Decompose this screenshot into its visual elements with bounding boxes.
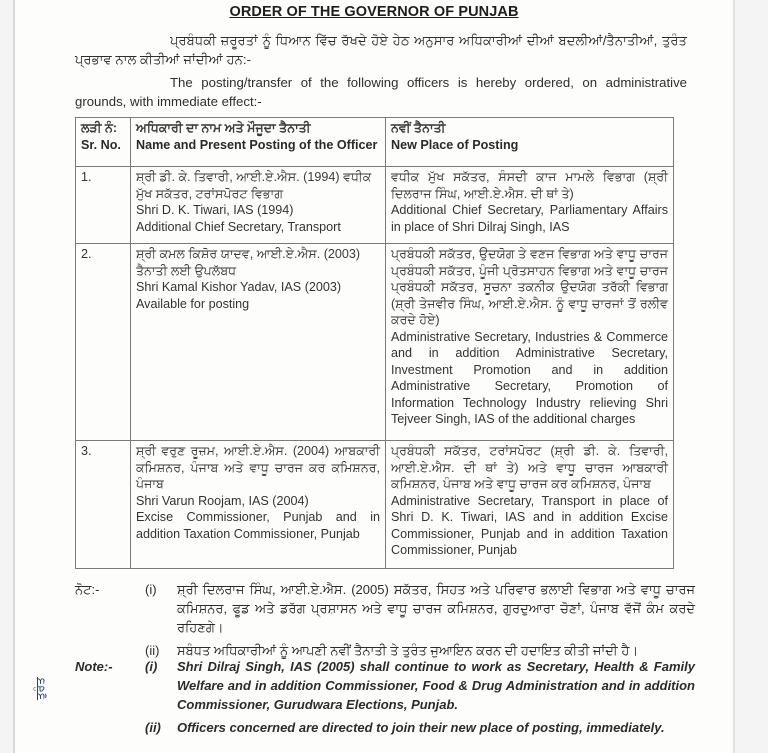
table-row bbox=[76, 244, 674, 441]
note-text: Officers concerned are directed to join their new place of posting, immediately. bbox=[177, 720, 665, 735]
new-posting-english: Additional Chief Secretary, Parliamentary Affairs in place of Shri Dilraj Singh, IAS bbox=[391, 203, 668, 234]
intro-english bbox=[75, 73, 687, 111]
cell-officer bbox=[131, 244, 386, 441]
note-item bbox=[145, 580, 695, 637]
officer-punjabi: ਸ਼੍ਰੀ ਵਰੁਣ ਰੂਜ਼ਮ, ਆਈ.ਏ.ਐਸ. (2004) ਆਬਕਾਰੀ ਕਮਿਸ਼ਨਰ, ਪੰਜਾਬ ਅਤੇ ਵਾਧੂ ਚਾਰਜ ਕਰ ਕਮਿਸ਼ਨਰ, ਪੰਜਾਬ bbox=[136, 444, 380, 491]
note-text: ਸਬੰਧਤ ਅਧਿਕਾਰੀਆਂ ਨੂੰ ਆਪਣੀ ਨਵੀਂ ਤੈਨਾਤੀ ਤੇ ਤੁਰੰਤ ਜੁਆਇਨ ਕਰਨ ਦੀ ਹਦਾਇਤ ਕੀਤੀ ਜਾਂਦੀ ਹੈ। bbox=[177, 643, 639, 658]
note-number: (ii) bbox=[145, 720, 161, 735]
note-number: (ii) bbox=[145, 643, 160, 658]
new-posting-punjabi: ਪ੍ਰਬੰਧਕੀ ਸਕੱਤਰ, ਉਦਯੋਗ ਤੇ ਵਣਜ ਵਿਭਾਗ ਅਤੇ ਵਾਧੂ ਚਾਰਜ ਪ੍ਰਬੰਧਕੀ ਸਕੱਤਰ, ਪੂੰਜੀ ਪ੍ਰੋਤਸਾਹਨ ਵਿਭਾਗ ਅਤੇ ਵਾਧੂ ਚਾਰਜ ਪ੍ਰਬੰਧਕੀ ਸਕੱਤਰ, ਸੂਚਨਾ ਤਕਨੀਕ ਉਦਯੋਗ ਤਰੱਕੀ ਵਿਭਾਗ (ਸ਼੍ਰੀ ਤੇਜਵੀਰ ਸਿੰਘ, ਆਈ.ਏ.ਐਸ. ਨੂੰ ਵਾਧੂ ਚਾਰਜਾਂ ਤੋਂ ਰਲੀਵ ਕਰਦੇ ਹੋਏ) bbox=[391, 247, 668, 327]
document-page bbox=[13, 0, 735, 753]
officer-name: Shri D. K. Tiwari, IAS (1994) bbox=[136, 203, 294, 217]
note-text: ਸ਼੍ਰੀ ਦਿਲਰਾਜ ਸਿੰਘ, ਆਈ.ਏ.ਐਸ. (2005) ਸਕੱਤਰ, ਸਿਹਤ ਅਤੇ ਪਰਿਵਾਰ ਭਲਾਈ ਵਿਭਾਗ ਅਤੇ ਵਾਧੂ ਚਾਰਜ ਕਮਿਸ਼ਨਰ, ਫੂਡ ਅਤੇ ਡਰੱਗ ਪ੍ਰਸ਼ਾਸਨ ਅਤੇ ਵਾਧੂ ਚਾਰਜ ਕਮਿਸ਼ਨਰ, ਗੁਰਦੁਆਰਾ ਚੋਣਾਂ, ਪੰਜਾਬ ਵੱਜੋਂ ਕੰਮ ਕਰਦੇ ਰਹਿਣਗੇ। bbox=[177, 582, 695, 635]
notes-english bbox=[75, 657, 695, 737]
cell-officer bbox=[131, 441, 386, 569]
note-number: (i) bbox=[145, 659, 158, 674]
header-new-posting bbox=[386, 118, 674, 167]
note-label-punjabi: ਨੋਟ:- bbox=[75, 582, 100, 597]
table-row bbox=[76, 167, 674, 244]
new-posting-punjabi: ਪ੍ਰਬੰਧਕੀ ਸਕੱਤਰ, ਟਰਾਂਸਪੋਰਟ (ਸ਼੍ਰੀ ਡੀ. ਕੇ. ਤਿਵਾਰੀ, ਆਈ.ਏ.ਐਸ. ਦੀ ਥਾਂ ਤੇ) ਅਤੇ ਵਾਧੂ ਚਾਰਜ ਆਬਕਾਰੀ ਕਮਿਸ਼ਨਰ, ਪੰਜਾਬ ਅਤੇ ਵਾਧੂ ਚਾਰਜ ਕਰ ਕਮਿਸ਼ਨਰ, ਪੰਜਾਬ bbox=[391, 444, 668, 491]
intro-english-text: The posting/transfer of the following officers is hereby ordered, on administrative grounds, with immediate effect:- bbox=[75, 75, 687, 109]
officer-punjabi: ਸ਼੍ਰੀ ਕਮਲ ਕਿਸ਼ੋਰ ਯਾਦਵ, ਆਈ.ਏ.ਐਸ. (2003) ਤੈਨਾਤੀ ਲਈ ਉਪਲੱਬਧ bbox=[136, 247, 361, 278]
new-posting-punjabi: ਵਧੀਕ ਮੁੱਖ ਸਕੱਤਰ, ਸੰਸਦੀ ਕਾਜ ਮਾਮਲੇ ਵਿਭਾਗ (ਸ਼੍ਰੀ ਦਿਲਰਾਜ ਸਿੰਘ, ਆਈ.ਏ.ਐਸ. ਦੀ ਥਾਂ ਤੇ) bbox=[391, 170, 668, 201]
table-header-row bbox=[76, 118, 674, 167]
cell-new-posting bbox=[386, 167, 674, 244]
officer-present-posting: Excise Commissioner, Punjab and in addition Taxation Commissioner, Punjab bbox=[136, 510, 380, 541]
note-number: (i) bbox=[145, 582, 157, 597]
header-sr-pa: ਲੜੀ ਨੰ: bbox=[81, 121, 118, 135]
cell-new-posting bbox=[386, 244, 674, 441]
new-posting-english: Administrative Secretary, Industries & Commerce and in addition Administrative Secretary, Investment Promotion and in addition Administrative Secretary, Promotion of Information Technology Industry relieving Shri Tejveer Singh, IAS of the additional charges bbox=[391, 329, 668, 426]
header-sr-no bbox=[76, 118, 131, 167]
document-title: ORDER OF THE GOVERNOR OF PUNJAB bbox=[229, 4, 519, 20]
header-new-pa: ਨਵੀਂ ਤੈਨਾਤੀ bbox=[391, 121, 446, 135]
header-sr-en: Sr. No. bbox=[81, 137, 121, 152]
header-name-en: Name and Present Posting of the Officer bbox=[136, 137, 378, 152]
officer-punjabi: ਸ਼੍ਰੀ ਡੀ. ਕੇ. ਤਿਵਾਰੀ, ਆਈ.ਏ.ਐਸ. (1994) ਵਧੀਕ ਮੁੱਖ ਸਕੱਤਰ, ਟਰਾਂਸਪੋਰਟ ਵਿਭਾਗ bbox=[136, 170, 372, 201]
intro-punjabi-text: ਪ੍ਰਬੰਧਕੀ ਜ਼ਰੂਰਤਾਂ ਨੂੰ ਧਿਆਨ ਵਿੱਚ ਰੱਖਦੇ ਹੋਏ ਹੇਠ ਅਨੁਸਾਰ ਅਧਿਕਾਰੀਆਂ ਦੀਆਂ ਬਦਲੀਆਂ/ਤੈਨਾਤੀਆਂ, ਤੁਰੰਤ ਪ੍ਰਭਾਵ ਨਾਲ ਕੀਤੀਆਂ ਜਾਂਦੀਆਂ ਹਨ:- bbox=[75, 33, 687, 67]
note-item bbox=[145, 718, 695, 737]
note-label-english: Note:- bbox=[75, 659, 113, 674]
intro-punjabi bbox=[75, 31, 687, 69]
cell-sr: 3. bbox=[76, 441, 131, 569]
postings-table bbox=[75, 117, 674, 569]
header-name-pa: ਅਧਿਕਾਰੀ ਦਾ ਨਾਮ ਅਤੇ ਮੌਜੂਦਾ ਤੈਨਾਤੀ bbox=[136, 121, 311, 135]
cell-officer bbox=[131, 167, 386, 244]
header-new-en: New Place of Posting bbox=[391, 137, 519, 152]
officer-name: Shri Varun Roojam, IAS (2004) bbox=[136, 493, 309, 508]
officer-present-posting: Available for posting bbox=[136, 296, 250, 311]
cell-sr: 2. bbox=[76, 244, 131, 441]
cell-new-posting bbox=[386, 441, 674, 569]
header-name bbox=[131, 118, 386, 167]
note-text: Shri Dilraj Singh, IAS (2005) shall continue to work as Secretary, Health & Family Welfare and in addition Commissioner, Food & Drug Administration and in addition Commissioner, Gurudwara Elections, Punjab. bbox=[177, 659, 695, 712]
note-item bbox=[145, 657, 695, 714]
margin-handwriting: ਤੁਰੰਤ bbox=[33, 677, 47, 700]
table-row bbox=[76, 441, 674, 569]
officer-present-posting: Additional Chief Secretary, Transport bbox=[136, 219, 341, 234]
notes-punjabi bbox=[75, 580, 695, 660]
officer-name: Shri Kamal Kishor Yadav, IAS (2003) bbox=[136, 280, 342, 294]
new-posting-english: Administrative Secretary, Transport in place of Shri D. K. Tiwari, IAS and in addition Excise Commissioner, Punjab and in addition Taxation Commissioner, Punjab bbox=[391, 493, 668, 557]
cell-sr: 1. bbox=[76, 167, 131, 244]
